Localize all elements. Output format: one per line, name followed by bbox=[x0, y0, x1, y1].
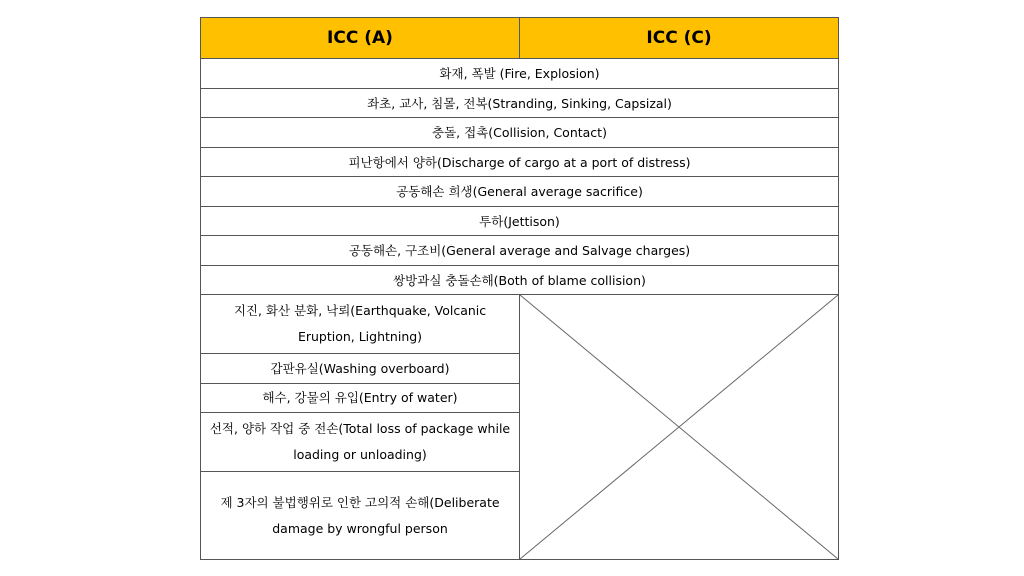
shared-row-ga-salvage: 공동해손, 구조비(General average and Salvage charges) bbox=[201, 236, 839, 266]
header-icc-c: ICC (C) bbox=[520, 18, 839, 59]
a-row-total-loss-package: 선적, 양하 작업 중 전손(Total loss of package while loading or unloading) bbox=[201, 413, 520, 472]
a-only-row bbox=[201, 295, 839, 354]
a-row-entry-of-water: 해수, 강물의 유입(Entry of water) bbox=[201, 384, 520, 413]
cross-out-icon bbox=[520, 295, 838, 559]
coverage-comparison-table bbox=[200, 17, 839, 560]
shared-row bbox=[201, 118, 839, 148]
shared-row bbox=[201, 265, 839, 295]
a-row-earthquake: 지진, 화산 분화, 낙뢰(Earthquake, Volcanic Eruption, Lightning) bbox=[201, 295, 520, 354]
shared-row-collision: 충돌, 접촉(Collision, Contact) bbox=[201, 118, 839, 148]
shared-row-jettison: 투하(Jettison) bbox=[201, 206, 839, 236]
shared-row-fire-explosion: 화재, 폭발 (Fire, Explosion) bbox=[201, 59, 839, 89]
shared-row-both-blame: 쌍방과실 충돌손해(Both of blame collision) bbox=[201, 265, 839, 295]
not-covered-cross-cell bbox=[520, 295, 839, 560]
shared-row bbox=[201, 236, 839, 266]
shared-row bbox=[201, 177, 839, 207]
shared-row-discharge: 피난항에서 양하(Discharge of cargo at a port of distress) bbox=[201, 147, 839, 177]
shared-row-stranding: 좌초, 교사, 침몰, 전복(Stranding, Sinking, Capsizal) bbox=[201, 88, 839, 118]
shared-row bbox=[201, 147, 839, 177]
header-icc-a: ICC (A) bbox=[201, 18, 520, 59]
shared-row-ga-sacrifice: 공동해손 희생(General average sacrifice) bbox=[201, 177, 839, 207]
shared-row bbox=[201, 59, 839, 89]
shared-row bbox=[201, 206, 839, 236]
shared-row bbox=[201, 88, 839, 118]
a-row-deliberate-damage: 제 3자의 불법행위로 인한 고의적 손해(Deliberate damage by wrongful person bbox=[201, 472, 520, 560]
a-row-washing-overboard: 갑판유실(Washing overboard) bbox=[201, 354, 520, 384]
header-row bbox=[201, 18, 839, 59]
